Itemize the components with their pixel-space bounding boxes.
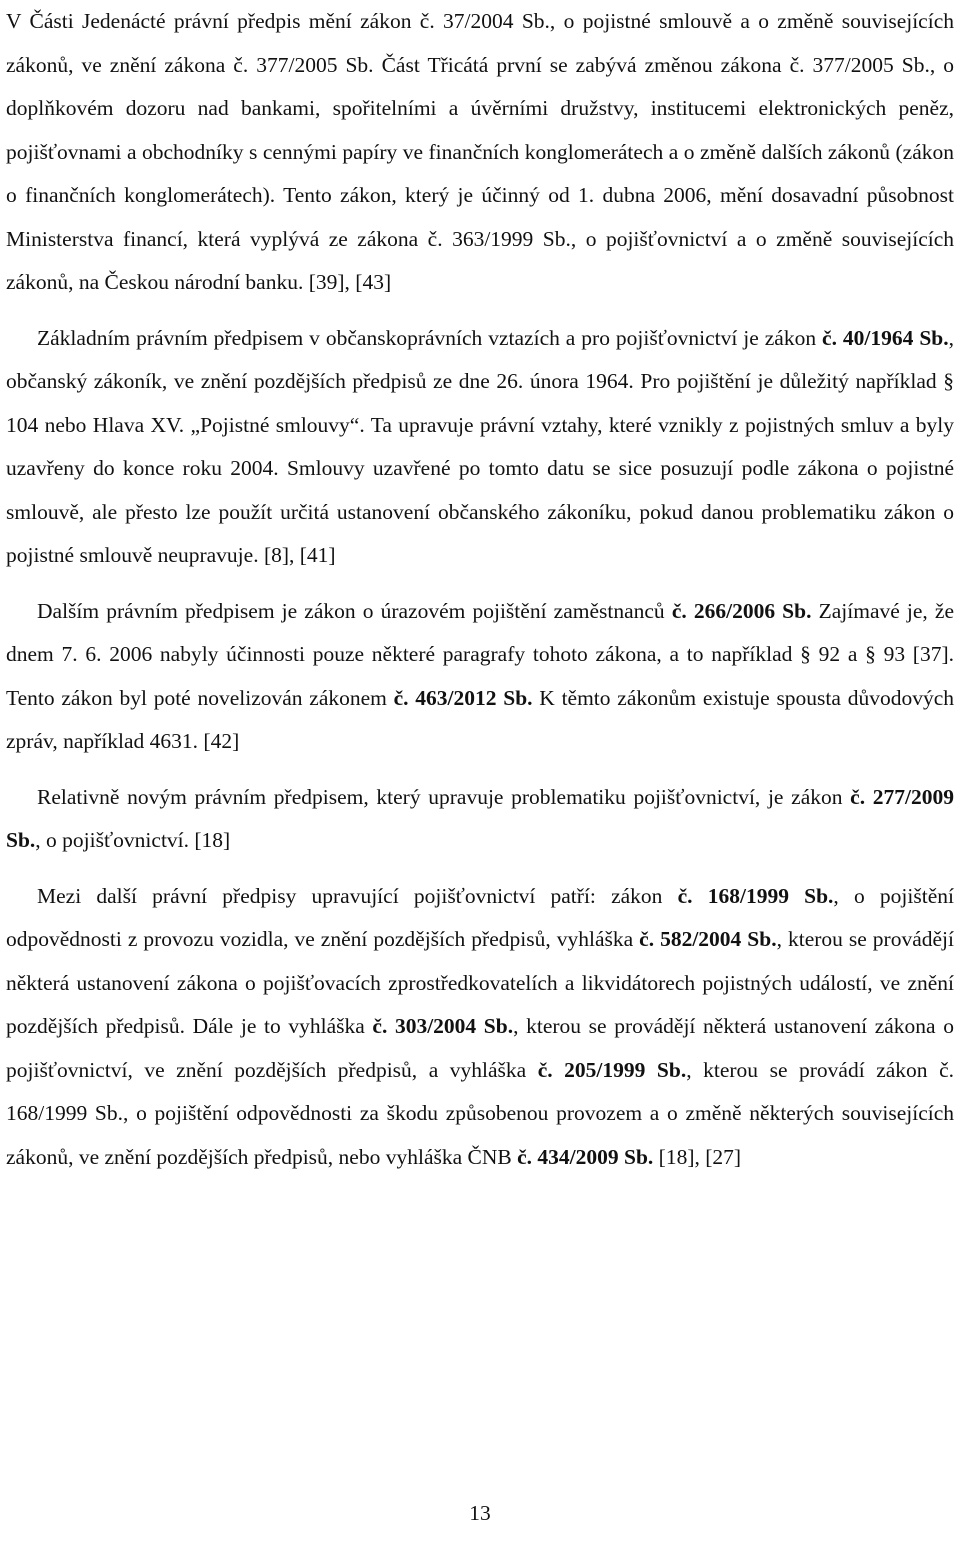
law-reference: č. 303/2004 Sb. xyxy=(372,1014,514,1038)
text-run: Základním právním předpisem v občanskoprávních vztazích a pro pojišťovnictví je zákon xyxy=(37,325,823,350)
paragraph-4 xyxy=(6,776,954,863)
text-run: , o pojištění odpovědnosti z provozu vozidla, ve znění pozdějších předpisů, vyhláška xyxy=(6,883,954,951)
page-number: 13 xyxy=(469,1501,491,1525)
law-reference: č. 266/2006 Sb. xyxy=(671,598,812,623)
law-reference: č. 434/2009 Sb. xyxy=(517,1144,654,1169)
paragraph-2 xyxy=(6,317,954,578)
text-run: K těmto zákonům existuje spousta důvodových zpráv, například 4631. [42] xyxy=(6,685,954,753)
text-run: , kterou se provádějí některá ustanovení zákona o pojišťovacích zprostředkovatelích a likvidátorech pojistných událostí, ve znění pozdějších předpisů. Dále je to vyhláška xyxy=(6,927,954,1038)
text-run: Zajímavé je, že dnem 7. 6. 2006 nabyly účinnosti pouze některé paragrafy tohoto zákona, a to například § 92 a § 93 [37]. Tento zákon byl poté novelizován zákonem xyxy=(6,598,954,710)
text-run: , o pojišťovnictví. [18] xyxy=(35,828,231,852)
text-run: , občanský zákoník, ve znění pozdějších předpisů ze dne 26. února 1964. Pro pojištění je důležitý například § 104 nebo Hlava XV. „Pojistné smlouvy“. Ta upravuje právní vztahy, které vznikly z pojistných smluv a byly uzavřeny do konce roku 2004. Smlouvy uzavřené po tomto datu se sice posuzují podle zákona o pojistné smlouvě, ale přesto lze použít určitá ustanovení občanského zákoníku, pokud danou problematiku zákon o pojistné smlouvě neupravuje. [8], [41] xyxy=(6,325,954,567)
text-run: Mezi další právní předpisy upravující pojišťovnictví patří: zákon xyxy=(37,883,678,908)
law-reference: č. 205/1999 Sb. xyxy=(537,1057,687,1082)
law-reference: č. 168/1999 Sb. xyxy=(677,883,834,908)
text-run: , kterou se provádějí některá ustanovení zákona o pojišťovnictví, ve znění pozdějších předpisů, a vyhláška xyxy=(6,1014,954,1082)
law-reference: č. 582/2004 Sb. xyxy=(639,927,777,951)
text-run: Dalším právním předpisem je zákon o úrazovém pojištění zaměstnanců xyxy=(37,598,672,623)
text-run: [18], [27] xyxy=(653,1144,742,1169)
law-reference: č. 463/2012 Sb. xyxy=(393,685,533,710)
text-run: , kterou se provádí zákon č. 168/1999 Sb., o pojištění odpovědnosti za škodu způsobenou provozem a o změně některých souvisejících zákonů, ve znění pozdějších předpisů, nebo vyhláška ČNB xyxy=(6,1057,954,1169)
paragraph-5 xyxy=(6,875,954,1180)
text-run: Relativně novým právním předpisem, který upravuje problematiku pojišťovnictví, je zákon xyxy=(37,784,851,809)
document-page xyxy=(6,0,954,1179)
law-reference: č. 40/1964 Sb. xyxy=(822,325,949,350)
paragraph-3 xyxy=(6,590,954,764)
law-reference: č. 277/2009 Sb. xyxy=(6,784,954,852)
paragraph-1 xyxy=(6,0,954,305)
text-run: V Části Jedenácté právní předpis mění zákon č. 37/2004 Sb., o pojistné smlouvě a o změně souvisejících zákonů, ve znění zákona č. 377/2005 Sb. Část Třicátá první se zabývá změnou zákona č. 377/2005 Sb., o doplňkovém dozoru nad bankami, spořitelními a úvěrními družstvy, institucemi elektronických peněz, pojišťovnami a obchodníky s cennými papíry ve finančních konglomerátech a o změně dalších zákonů (zákon o finančních konglomerátech). Tento zákon, který je účinný od 1. dubna 2006, mění dosavadní působnost Ministerstva financí, která vyplývá ze zákona č. 363/1999 Sb., o pojišťovnictví a o změně souvisejících zákonů, na Českou národní banku. [39], [43] xyxy=(6,9,954,294)
